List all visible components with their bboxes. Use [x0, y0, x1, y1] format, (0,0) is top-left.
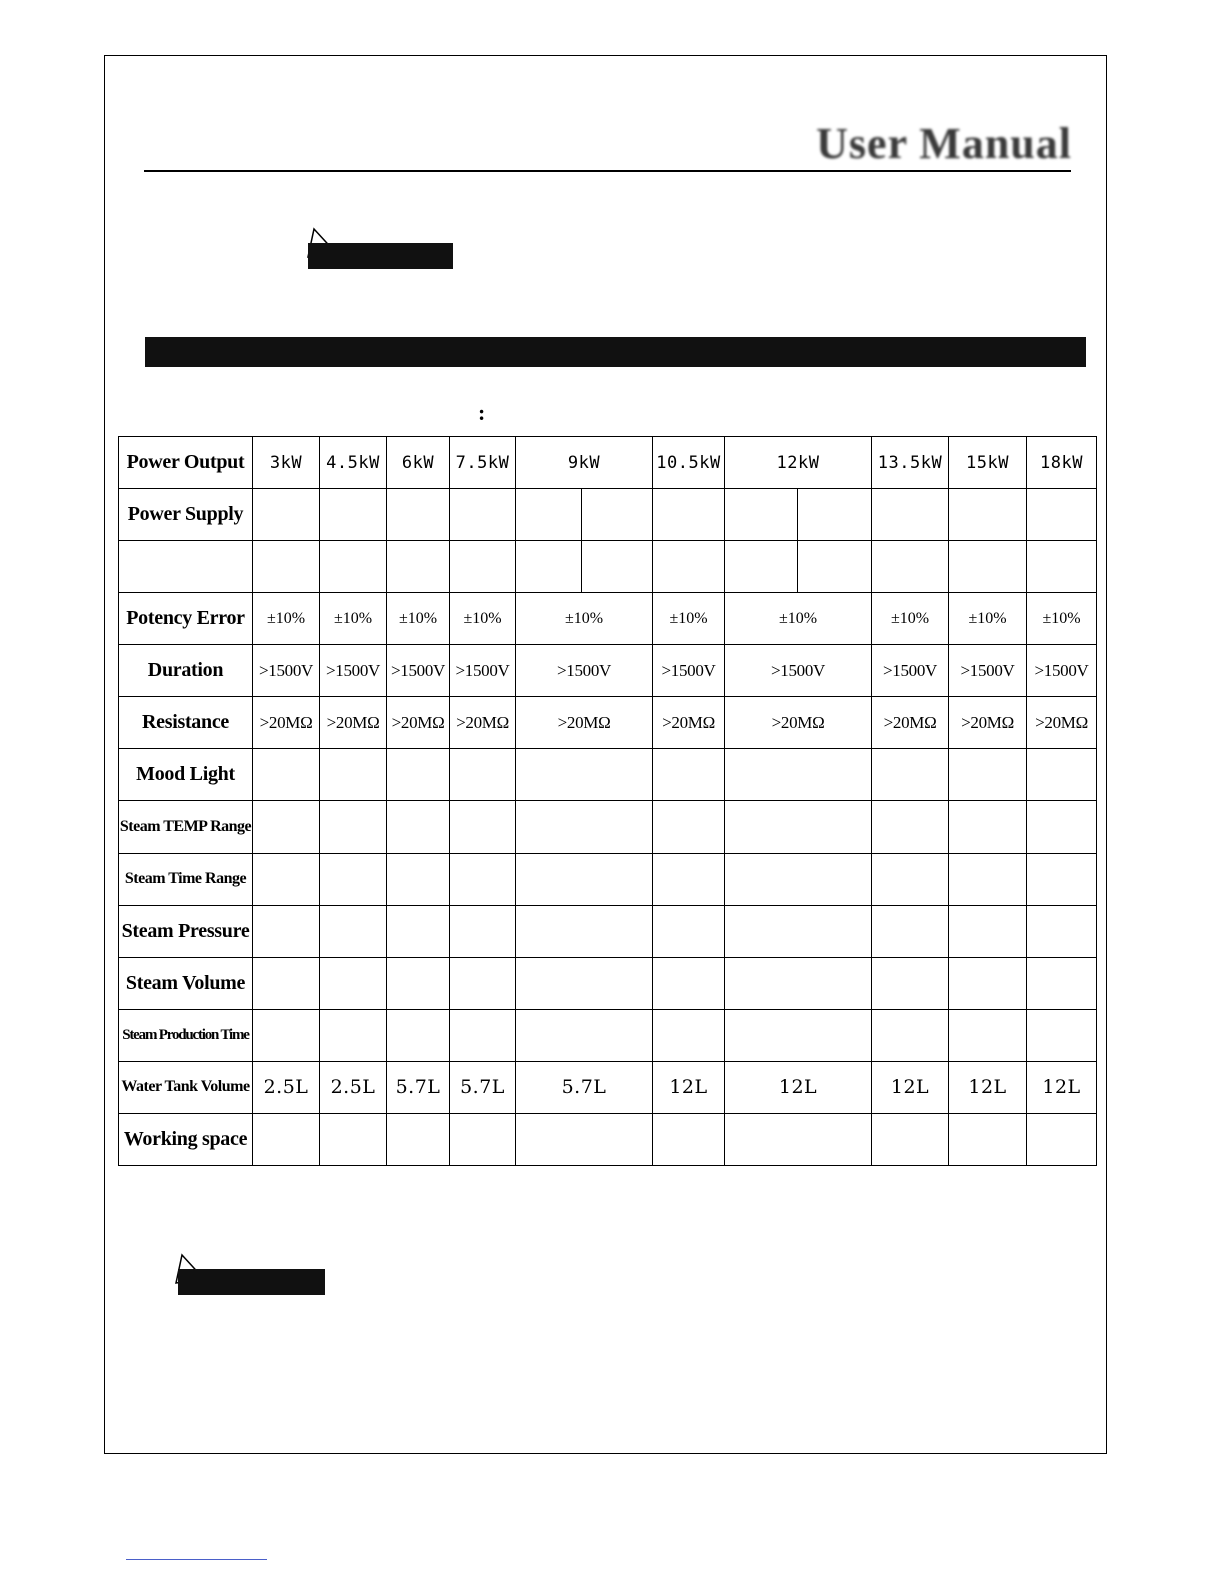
table-cell	[725, 1009, 872, 1061]
water-tank-cell: 12L	[1027, 1061, 1097, 1113]
resistance-cell: >20MΩ	[450, 697, 516, 749]
table-cell	[949, 801, 1027, 853]
intro-colon: :	[478, 400, 486, 425]
table-row	[119, 801, 1097, 853]
table-cell	[725, 489, 798, 541]
duration-cell: >1500V	[653, 645, 725, 697]
table-cell	[949, 1009, 1027, 1061]
section-heading-bar	[145, 337, 1086, 367]
table-cell	[1027, 853, 1097, 905]
table-cell	[725, 749, 872, 801]
row-label-working-space: Working space	[119, 1113, 253, 1165]
table-cell	[872, 905, 949, 957]
table-cell	[253, 1113, 320, 1165]
power-output-cell: 12kW	[725, 437, 872, 489]
table-cell	[253, 853, 320, 905]
potency-error-cell: ±10%	[872, 593, 949, 645]
potency-error-cell: ±10%	[253, 593, 320, 645]
header-title: User Manual	[816, 119, 1072, 168]
table-cell	[253, 749, 320, 801]
table-cell	[949, 1113, 1027, 1165]
table-cell	[725, 541, 798, 593]
water-tank-cell: 12L	[949, 1061, 1027, 1113]
potency-error-cell: ±10%	[725, 593, 872, 645]
resistance-cell: >20MΩ	[320, 697, 387, 749]
table-cell	[949, 489, 1027, 541]
table-row	[119, 437, 1097, 489]
row-label-steam-pressure: Steam Pressure	[119, 905, 253, 957]
water-tank-cell: 2.5L	[253, 1061, 320, 1113]
power-output-cell: 13.5kW	[872, 437, 949, 489]
table-cell	[320, 489, 387, 541]
table-cell	[516, 853, 653, 905]
spec-table	[118, 436, 1097, 1166]
water-tank-cell: 5.7L	[516, 1061, 653, 1113]
table-row	[119, 905, 1097, 957]
power-output-cell: 18kW	[1027, 437, 1097, 489]
table-cell	[516, 801, 653, 853]
table-cell	[872, 1009, 949, 1061]
table-cell	[516, 905, 653, 957]
table-cell	[949, 541, 1027, 593]
duration-cell: >1500V	[516, 645, 653, 697]
row-label-power-supply: Power Supply	[119, 489, 253, 541]
table-cell	[450, 541, 516, 593]
resistance-cell: >20MΩ	[653, 697, 725, 749]
table-cell	[653, 541, 725, 593]
table-row	[119, 489, 1097, 541]
table-cell	[1027, 1113, 1097, 1165]
potency-error-cell: ±10%	[1027, 593, 1097, 645]
table-cell	[725, 853, 872, 905]
table-cell	[653, 957, 725, 1009]
table-cell	[516, 957, 653, 1009]
table-cell	[1027, 801, 1097, 853]
table-cell	[516, 1113, 653, 1165]
table-cell	[872, 541, 949, 593]
potency-error-cell: ±10%	[516, 593, 653, 645]
water-tank-cell: 5.7L	[450, 1061, 516, 1113]
water-tank-cell: 5.7L	[387, 1061, 450, 1113]
table-cell	[872, 1113, 949, 1165]
table-cell	[387, 489, 450, 541]
resistance-cell: >20MΩ	[872, 697, 949, 749]
table-cell	[450, 1113, 516, 1165]
row-label-steam-temp-range: Steam TEMP Range	[119, 801, 253, 853]
table-cell	[872, 853, 949, 905]
table-cell	[516, 1009, 653, 1061]
power-output-cell: 9kW	[516, 437, 653, 489]
water-tank-cell: 2.5L	[320, 1061, 387, 1113]
table-row	[119, 697, 1097, 749]
table-cell	[450, 489, 516, 541]
table-cell	[653, 1009, 725, 1061]
table-cell	[582, 489, 653, 541]
table-cell	[798, 489, 872, 541]
table-cell	[320, 801, 387, 853]
table-cell	[450, 853, 516, 905]
table-cell	[582, 541, 653, 593]
table-row	[119, 645, 1097, 697]
table-row	[119, 541, 1097, 593]
table-cell	[320, 957, 387, 1009]
header-rule	[144, 170, 1071, 172]
table-cell	[253, 489, 320, 541]
table-cell	[253, 957, 320, 1009]
table-cell	[320, 541, 387, 593]
row-label-potency-error: Potency Error	[119, 593, 253, 645]
row-label-mood-light: Mood Light	[119, 749, 253, 801]
table-cell	[725, 1113, 872, 1165]
table-cell	[387, 853, 450, 905]
row-label-empty	[119, 541, 253, 593]
table-cell	[253, 905, 320, 957]
duration-cell: >1500V	[253, 645, 320, 697]
warning-label-block	[308, 243, 453, 269]
table-cell	[320, 1113, 387, 1165]
table-cell	[387, 905, 450, 957]
table-cell	[320, 1009, 387, 1061]
table-cell	[949, 853, 1027, 905]
table-cell	[872, 957, 949, 1009]
table-cell	[387, 957, 450, 1009]
table-cell	[516, 749, 653, 801]
table-cell	[387, 541, 450, 593]
duration-cell: >1500V	[450, 645, 516, 697]
power-output-cell: 7.5kW	[450, 437, 516, 489]
resistance-cell: >20MΩ	[516, 697, 653, 749]
table-cell	[320, 749, 387, 801]
table-cell	[949, 957, 1027, 1009]
table-cell	[949, 749, 1027, 801]
potency-error-cell: ±10%	[387, 593, 450, 645]
table-cell	[949, 905, 1027, 957]
table-cell	[387, 1113, 450, 1165]
table-cell	[387, 1009, 450, 1061]
table-cell	[253, 1009, 320, 1061]
duration-cell: >1500V	[387, 645, 450, 697]
water-tank-cell: 12L	[725, 1061, 872, 1113]
table-cell	[1027, 749, 1097, 801]
power-output-cell: 15kW	[949, 437, 1027, 489]
row-label-water-tank-volume: Water Tank Volume	[119, 1061, 253, 1113]
table-cell	[1027, 957, 1097, 1009]
table-cell	[798, 541, 872, 593]
table-cell	[387, 801, 450, 853]
row-label-steam-time-range: Steam Time Range	[119, 853, 253, 905]
table-cell	[653, 801, 725, 853]
table-cell	[320, 905, 387, 957]
resistance-cell: >20MΩ	[1027, 697, 1097, 749]
row-label-power-output: Power Output	[119, 437, 253, 489]
table-cell	[653, 749, 725, 801]
table-cell	[253, 541, 320, 593]
footer-link-underline[interactable]	[126, 1559, 267, 1560]
table-cell	[320, 853, 387, 905]
table-cell	[450, 1009, 516, 1061]
duration-cell: >1500V	[872, 645, 949, 697]
resistance-cell: >20MΩ	[949, 697, 1027, 749]
table-cell	[725, 801, 872, 853]
potency-error-cell: ±10%	[653, 593, 725, 645]
resistance-cell: >20MΩ	[387, 697, 450, 749]
table-cell	[516, 489, 582, 541]
potency-error-cell: ±10%	[450, 593, 516, 645]
potency-error-cell: ±10%	[949, 593, 1027, 645]
table-cell	[653, 1113, 725, 1165]
duration-cell: >1500V	[949, 645, 1027, 697]
table-cell	[253, 801, 320, 853]
resistance-cell: >20MΩ	[253, 697, 320, 749]
table-cell	[1027, 1009, 1097, 1061]
row-label-resistance: Resistance	[119, 697, 253, 749]
table-row	[119, 957, 1097, 1009]
power-output-cell: 10.5kW	[653, 437, 725, 489]
water-tank-cell: 12L	[872, 1061, 949, 1113]
duration-cell: >1500V	[725, 645, 872, 697]
potency-error-cell: ±10%	[320, 593, 387, 645]
row-label-steam-production-time: Steam Production Time	[119, 1009, 253, 1061]
power-output-cell: 6kW	[387, 437, 450, 489]
resistance-cell: >20MΩ	[725, 697, 872, 749]
table-cell	[1027, 489, 1097, 541]
table-row	[119, 1009, 1097, 1061]
table-cell	[450, 957, 516, 1009]
table-row	[119, 749, 1097, 801]
table-cell	[387, 749, 450, 801]
table-cell	[725, 905, 872, 957]
water-tank-cell: 12L	[653, 1061, 725, 1113]
table-cell	[872, 489, 949, 541]
power-output-cell: 3kW	[253, 437, 320, 489]
table-row	[119, 1113, 1097, 1165]
table-cell	[653, 489, 725, 541]
row-label-steam-volume: Steam Volume	[119, 957, 253, 1009]
table-cell	[725, 957, 872, 1009]
row-label-duration: Duration	[119, 645, 253, 697]
table-cell	[1027, 905, 1097, 957]
table-cell	[653, 853, 725, 905]
table-cell	[1027, 541, 1097, 593]
table-cell	[872, 749, 949, 801]
duration-cell: >1500V	[1027, 645, 1097, 697]
duration-cell: >1500V	[320, 645, 387, 697]
warning-label-block	[178, 1269, 325, 1295]
table-cell	[653, 905, 725, 957]
power-output-cell: 4.5kW	[320, 437, 387, 489]
table-cell	[450, 905, 516, 957]
table-row	[119, 853, 1097, 905]
table-row	[119, 1061, 1097, 1113]
table-cell	[450, 801, 516, 853]
table-cell	[450, 749, 516, 801]
table-cell	[516, 541, 582, 593]
table-row	[119, 593, 1097, 645]
table-cell	[872, 801, 949, 853]
